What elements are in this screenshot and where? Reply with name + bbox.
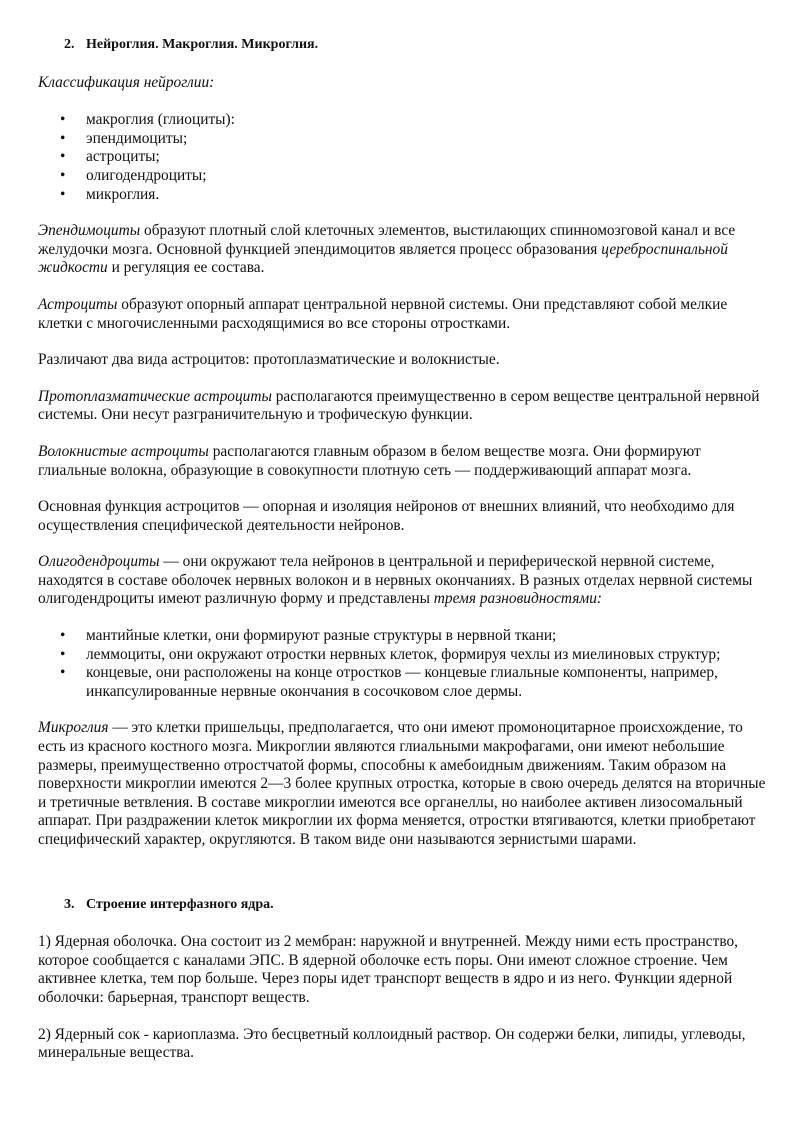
list-item: • леммоциты, они окружают отростки нервных клеток, формируя чехлы из миелиновых структур; [38,646,768,665]
paragraph-text: располагаются главным образом в белом веществе мозга. Они формируют глиальные волокна, образующие в совокупности плотную сеть — поддерживающий аппарат мозга. [38,442,701,479]
document-page [38,36,768,1063]
paragraph-text: образуют плотный слой клеточных элементов, выстилающих спинномозговой канал и все желудочки мозга. Основной функцией эпендимоцитов является процесс образования [38,222,736,258]
list-item: • мантийные клетки, они формируют разные структуры в нервной ткани; [38,627,768,646]
section-3-title: Строение интерфазного ядра. [86,896,274,912]
oligodendrocytes-paragraph [38,553,768,609]
term: Микроглия [38,719,109,737]
oligodendrocyte-types-list [38,627,768,701]
fibrous-paragraph [38,443,768,480]
term: тремя разновидностями: [433,590,603,608]
list-item: • астроциты; [38,148,768,167]
classification-label: Классификация нейроглии: [38,73,215,91]
astrocyte-types-paragraph: Различают два вида астроцитов: протоплазматические и волокнистые. [38,351,500,369]
microglia-paragraph [38,719,768,849]
term: Протоплазматические астроциты [38,387,272,405]
term: цереброспинальной жидкости [38,240,728,277]
list-item: • микроглия. [38,186,768,205]
paragraph-text: — они окружают тела нейронов в центральной и периферической нервной системе, находятся в составе оболочек нервных волокон и в нервных окончаниях. В разных отделах нервной системы олигодендроциты имеют различную форму и представлены [38,553,753,608]
term: Волокнистые астроциты [38,442,209,460]
paragraph-text: — это клетки пришельцы, предполагается, что они имеют промоноцитарное происхождение, то есть из красного костного мозга. Микроглии являются глиальными макрофагами, они имеют небольшие размеры, преимущественно отростчатой формы, способны к амебоидным движениям. Таким образом на поверхности микроглии имеются 2—3 более крупных отростка, которые в свою очередь делятся на вторичные и третичные ветвления. В составе микроглии имеются все органеллы, но наиболее активен лизосомальный аппарат. При раздражении клеток микроглии их форма меняется, отростки втягиваются, клетки приобретают специфический характер, округляются. В таком виде они называются зернистыми шарами. [38,719,766,848]
section-2-heading [38,36,768,55]
paragraph-text: образуют опорный аппарат центральной нервной системы. Они представляют собой мелкие клетки с многочисленными расходящимися во все стороны отростками. [38,295,728,332]
astrocytes-paragraph [38,296,768,333]
section-2-number: 2. [64,37,75,52]
paragraph-text: и регуляция ее состава. [107,259,265,277]
karyoplasm-paragraph: 2) Ядерный сок - кариоплазма. Это бесцветный коллоидный раствор. Он содержи белки, липиды, углеводы, минеральные вещества. [38,1025,746,1062]
protoplasmic-paragraph [38,388,768,425]
ependymocytes-paragraph [38,222,768,278]
classification-list [38,111,768,204]
section-2-title: Нейроглия. Макроглия. Микроглия. [86,37,319,52]
term: Олигодендроциты [38,553,160,571]
list-item: • макроглия (глиоциты): [38,111,768,130]
list-item: • концевые, они расположены на конце отростков — концевые глиальные компоненты, например, инкапсулированные нервные окончания в сосочковом слое дермы. [38,664,768,701]
paragraph-text: располагаются преимущественно в сером веществе центральной нервной системы. Они несут разграничительную и трофическую функции. [38,387,760,424]
term: Астроциты [38,295,118,313]
list-item: • эпендимоциты; [38,130,768,149]
astrocyte-function-paragraph: Основная функция астроцитов — опорная и изоляция нейронов от внешних влияний, что необходимо для осуществления специфической деятельности нейронов. [38,498,735,534]
term: Эпендимоциты [38,222,141,240]
section-3-number: 3. [64,896,75,912]
list-item: • олигодендроциты; [38,167,768,186]
section-3-heading [38,896,768,915]
nuclear-envelope-paragraph: 1) Ядерная оболочка. Она состоит из 2 мембран: наружной и внутренней. Между ними есть пространство, которое сообщается с каналами ЭПС. В ядерной оболочке есть поры. Они имеют сложное строение. Чем активнее клетка, тем пор больше. Через поры идет транспорт веществ в ядро и из него. Функции ядерной оболочки: барьерная, транспорт веществ. [38,933,739,1006]
